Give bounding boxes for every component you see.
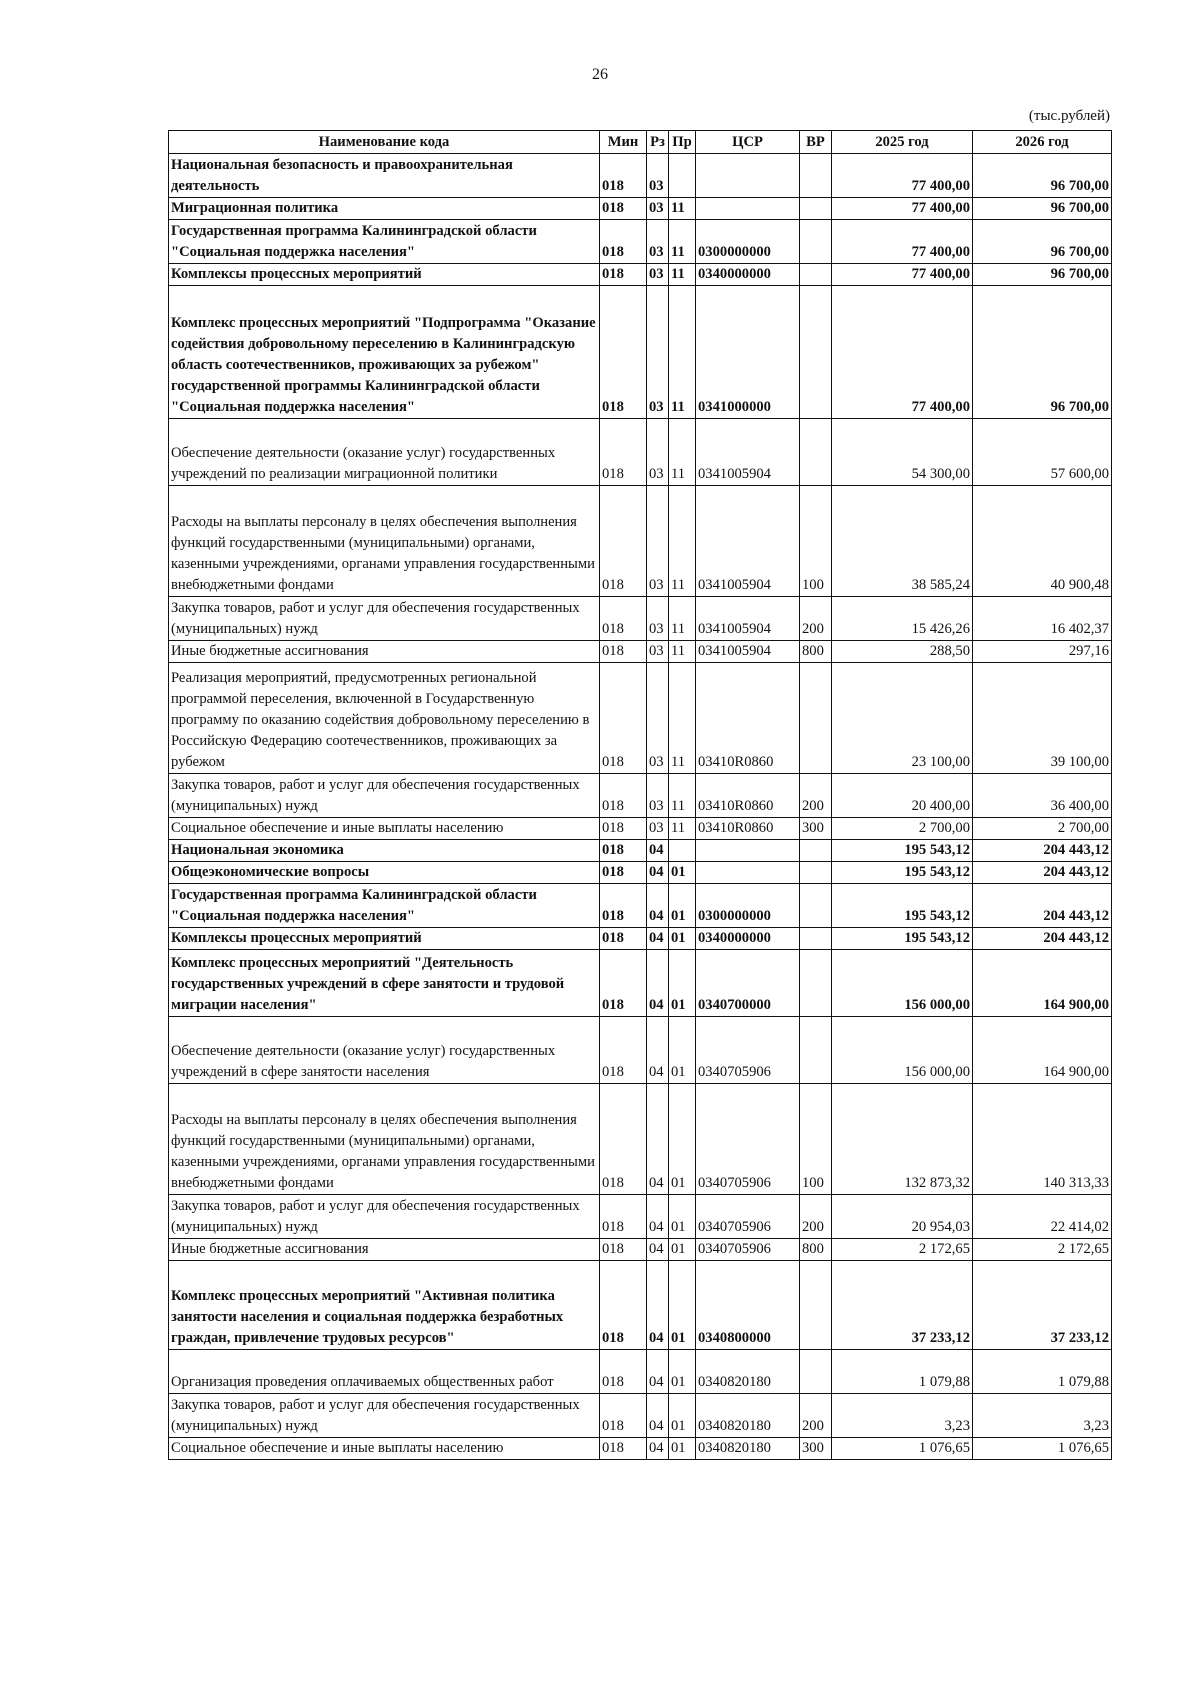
row-name-cell: Организация проведения оплачиваемых общественных работ (169, 1350, 600, 1394)
row-2026-cell: 2 700,00 (973, 818, 1112, 840)
row-2026-cell: 36 400,00 (973, 774, 1112, 818)
row-pr-cell: 01 (669, 1239, 696, 1261)
row-name-cell: Общеэкономические вопросы (169, 862, 600, 884)
row-name-cell: Национальная безопасность и правоохранительная деятельность (169, 154, 600, 198)
table-row (169, 198, 1112, 220)
row-2026-cell: 2 172,65 (973, 1239, 1112, 1261)
row-pr-cell: 01 (669, 1438, 696, 1460)
row-2026-cell: 96 700,00 (973, 286, 1112, 419)
table-row (169, 154, 1112, 198)
row-csr-cell: 0340000000 (696, 264, 800, 286)
row-2026-cell: 22 414,02 (973, 1195, 1112, 1239)
row-pr-cell: 01 (669, 928, 696, 950)
table-row (169, 928, 1112, 950)
row-pr-cell: 01 (669, 1261, 696, 1350)
row-name-cell: Комплексы процессных мероприятий (169, 928, 600, 950)
row-2025-cell: 77 400,00 (832, 220, 973, 264)
row-csr-cell: 0340820180 (696, 1350, 800, 1394)
row-2025-cell: 288,50 (832, 641, 973, 663)
row-min-cell: 018 (600, 928, 647, 950)
row-rz-cell: 03 (647, 663, 669, 774)
row-vr-cell (800, 220, 832, 264)
row-name-cell: Национальная экономика (169, 840, 600, 862)
row-2026-cell: 96 700,00 (973, 198, 1112, 220)
row-min-cell: 018 (600, 641, 647, 663)
row-vr-cell (800, 264, 832, 286)
row-pr-cell: 11 (669, 486, 696, 597)
row-name-cell: Обеспечение деятельности (оказание услуг) государственных учреждений по реализации миграционной политики (169, 419, 600, 486)
header-min: Мин (600, 131, 647, 154)
row-rz-cell: 04 (647, 840, 669, 862)
header-2026: 2026 год (973, 131, 1112, 154)
row-csr-cell: 0341005904 (696, 597, 800, 641)
row-vr-cell (800, 840, 832, 862)
row-vr-cell: 200 (800, 1394, 832, 1438)
row-2025-cell: 20 954,03 (832, 1195, 973, 1239)
row-2026-cell: 204 443,12 (973, 928, 1112, 950)
row-2026-cell: 204 443,12 (973, 884, 1112, 928)
row-csr-cell (696, 154, 800, 198)
row-vr-cell (800, 950, 832, 1017)
row-vr-cell: 800 (800, 641, 832, 663)
row-name-cell: Закупка товаров, работ и услуг для обеспечения государственных (муниципальных) нужд (169, 1195, 600, 1239)
table-row (169, 862, 1112, 884)
row-pr-cell (669, 154, 696, 198)
row-pr-cell: 11 (669, 198, 696, 220)
row-rz-cell: 03 (647, 286, 669, 419)
row-2025-cell: 15 426,26 (832, 597, 973, 641)
row-min-cell: 018 (600, 1017, 647, 1084)
table-row (169, 950, 1112, 1017)
row-rz-cell: 04 (647, 1239, 669, 1261)
row-rz-cell: 03 (647, 641, 669, 663)
row-vr-cell: 100 (800, 1084, 832, 1195)
table-row (169, 264, 1112, 286)
row-2025-cell: 38 585,24 (832, 486, 973, 597)
row-vr-cell: 200 (800, 597, 832, 641)
row-min-cell: 018 (600, 950, 647, 1017)
row-min-cell: 018 (600, 198, 647, 220)
row-name-cell: Закупка товаров, работ и услуг для обеспечения государственных (муниципальных) нужд (169, 774, 600, 818)
row-2025-cell: 195 543,12 (832, 862, 973, 884)
row-csr-cell: 0300000000 (696, 220, 800, 264)
row-pr-cell: 11 (669, 597, 696, 641)
table-body (169, 154, 1112, 1460)
row-rz-cell: 03 (647, 154, 669, 198)
header-pr: Пр (669, 131, 696, 154)
row-pr-cell: 01 (669, 1394, 696, 1438)
row-pr-cell: 11 (669, 419, 696, 486)
row-pr-cell: 01 (669, 1084, 696, 1195)
table-row (169, 818, 1112, 840)
row-name-cell: Расходы на выплаты персоналу в целях обеспечения выполнения функций государственными (муниципальными) органами, казенными учреждениями, органами управления государственными внебюджетными фондами (169, 486, 600, 597)
row-rz-cell: 03 (647, 774, 669, 818)
row-vr-cell (800, 198, 832, 220)
row-vr-cell: 200 (800, 774, 832, 818)
row-2026-cell: 40 900,48 (973, 486, 1112, 597)
row-csr-cell: 0341005904 (696, 419, 800, 486)
header-rz: Рз (647, 131, 669, 154)
table-row (169, 1350, 1112, 1394)
row-2026-cell: 140 313,33 (973, 1084, 1112, 1195)
row-vr-cell (800, 663, 832, 774)
row-2025-cell: 3,23 (832, 1394, 973, 1438)
row-pr-cell: 01 (669, 1195, 696, 1239)
row-csr-cell: 03410R0860 (696, 818, 800, 840)
row-csr-cell: 0340800000 (696, 1261, 800, 1350)
row-rz-cell: 03 (647, 419, 669, 486)
row-vr-cell (800, 1017, 832, 1084)
row-2025-cell: 156 000,00 (832, 1017, 973, 1084)
row-2025-cell: 77 400,00 (832, 198, 973, 220)
row-rz-cell: 04 (647, 1084, 669, 1195)
row-2025-cell: 37 233,12 (832, 1261, 973, 1350)
row-min-cell: 018 (600, 1084, 647, 1195)
row-min-cell: 018 (600, 1394, 647, 1438)
row-vr-cell (800, 928, 832, 950)
row-pr-cell: 01 (669, 950, 696, 1017)
row-rz-cell: 04 (647, 950, 669, 1017)
row-2026-cell: 57 600,00 (973, 419, 1112, 486)
row-2025-cell: 132 873,32 (832, 1084, 973, 1195)
row-rz-cell: 03 (647, 818, 669, 840)
row-2025-cell: 156 000,00 (832, 950, 973, 1017)
row-2026-cell: 39 100,00 (973, 663, 1112, 774)
row-csr-cell: 0300000000 (696, 884, 800, 928)
row-min-cell: 018 (600, 1239, 647, 1261)
row-2026-cell: 3,23 (973, 1394, 1112, 1438)
table-row (169, 1084, 1112, 1195)
row-name-cell: Закупка товаров, работ и услуг для обеспечения государственных (муниципальных) нужд (169, 1394, 600, 1438)
row-2026-cell: 96 700,00 (973, 154, 1112, 198)
row-2026-cell: 16 402,37 (973, 597, 1112, 641)
row-csr-cell: 0340705906 (696, 1239, 800, 1261)
row-csr-cell: 03410R0860 (696, 774, 800, 818)
row-2025-cell: 77 400,00 (832, 154, 973, 198)
row-name-cell: Иные бюджетные ассигнования (169, 1239, 600, 1261)
table-row (169, 663, 1112, 774)
row-vr-cell (800, 884, 832, 928)
row-2025-cell: 195 543,12 (832, 840, 973, 862)
row-min-cell: 018 (600, 774, 647, 818)
row-vr-cell (800, 154, 832, 198)
units-label: (тыс.рублей) (1028, 108, 1110, 124)
row-rz-cell: 03 (647, 198, 669, 220)
row-2026-cell: 37 233,12 (973, 1261, 1112, 1350)
row-2025-cell: 20 400,00 (832, 774, 973, 818)
row-min-cell: 018 (600, 486, 647, 597)
budget-table (168, 130, 1112, 1460)
row-csr-cell: 0341005904 (696, 641, 800, 663)
row-2026-cell: 204 443,12 (973, 840, 1112, 862)
row-pr-cell: 01 (669, 1017, 696, 1084)
table-row (169, 1017, 1112, 1084)
row-csr-cell: 0340000000 (696, 928, 800, 950)
row-name-cell: Государственная программа Калининградской области "Социальная поддержка населения" (169, 884, 600, 928)
row-2025-cell: 2 700,00 (832, 818, 973, 840)
row-rz-cell: 04 (647, 1261, 669, 1350)
row-2026-cell: 1 076,65 (973, 1438, 1112, 1460)
row-vr-cell: 200 (800, 1195, 832, 1239)
row-csr-cell: 0340700000 (696, 950, 800, 1017)
row-rz-cell: 03 (647, 597, 669, 641)
row-pr-cell: 11 (669, 818, 696, 840)
row-rz-cell: 04 (647, 884, 669, 928)
row-name-cell: Комплексы процессных мероприятий (169, 264, 600, 286)
table-row (169, 286, 1112, 419)
row-min-cell: 018 (600, 286, 647, 419)
row-rz-cell: 03 (647, 220, 669, 264)
row-min-cell: 018 (600, 840, 647, 862)
row-min-cell: 018 (600, 884, 647, 928)
row-min-cell: 018 (600, 264, 647, 286)
row-min-cell: 018 (600, 862, 647, 884)
row-name-cell: Комплекс процессных мероприятий "Активная политика занятости населения и социальная поддержка безработных граждан, привлечение трудовых ресурсов" (169, 1261, 600, 1350)
row-csr-cell: 03410R0860 (696, 663, 800, 774)
row-name-cell: Комплекс процессных мероприятий "Подпрограмма "Оказание содействия добровольному переселению в Калининградскую область соотечественников, проживающих за рубежом" государственной программы Калининградской области "Социальная поддержка населения" (169, 286, 600, 419)
header-row (169, 131, 1112, 154)
row-2025-cell: 1 076,65 (832, 1438, 973, 1460)
row-vr-cell (800, 862, 832, 884)
table-row (169, 220, 1112, 264)
row-csr-cell: 0340820180 (696, 1438, 800, 1460)
row-min-cell: 018 (600, 1350, 647, 1394)
row-2025-cell: 2 172,65 (832, 1239, 973, 1261)
table-row (169, 1438, 1112, 1460)
row-pr-cell: 11 (669, 641, 696, 663)
row-name-cell: Комплекс процессных мероприятий "Деятельность государственных учреждений в сфере занятости и трудовой миграции населения" (169, 950, 600, 1017)
header-csr: ЦСР (696, 131, 800, 154)
row-pr-cell: 01 (669, 1350, 696, 1394)
row-rz-cell: 03 (647, 486, 669, 597)
row-name-cell: Социальное обеспечение и иные выплаты населению (169, 818, 600, 840)
table-header (169, 131, 1112, 154)
row-rz-cell: 04 (647, 1394, 669, 1438)
header-name: Наименование кода (169, 131, 600, 154)
row-name-cell: Государственная программа Калининградской области "Социальная поддержка населения" (169, 220, 600, 264)
table-row (169, 419, 1112, 486)
row-pr-cell: 11 (669, 264, 696, 286)
row-2025-cell: 195 543,12 (832, 884, 973, 928)
row-2025-cell: 195 543,12 (832, 928, 973, 950)
row-rz-cell: 04 (647, 862, 669, 884)
row-name-cell: Закупка товаров, работ и услуг для обеспечения государственных (муниципальных) нужд (169, 597, 600, 641)
row-2025-cell: 54 300,00 (832, 419, 973, 486)
row-vr-cell: 300 (800, 818, 832, 840)
header-2025: 2025 год (832, 131, 973, 154)
table-row (169, 1394, 1112, 1438)
row-rz-cell: 04 (647, 1438, 669, 1460)
table-row (169, 1261, 1112, 1350)
row-vr-cell (800, 286, 832, 419)
row-vr-cell (800, 1350, 832, 1394)
row-name-cell: Реализация мероприятий, предусмотренных региональной программой переселения, включенной в Государственную программу по оказанию содействия добровольному переселению в Российскую Федерацию соотечественников, проживающих за рубежом (169, 663, 600, 774)
row-csr-cell (696, 198, 800, 220)
table-row (169, 840, 1112, 862)
row-min-cell: 018 (600, 1438, 647, 1460)
row-pr-cell: 11 (669, 663, 696, 774)
table-row (169, 1239, 1112, 1261)
row-name-cell: Миграционная политика (169, 198, 600, 220)
row-min-cell: 018 (600, 818, 647, 840)
row-2026-cell: 164 900,00 (973, 1017, 1112, 1084)
row-rz-cell: 04 (647, 1195, 669, 1239)
table-row (169, 774, 1112, 818)
table-row (169, 641, 1112, 663)
row-csr-cell: 0340705906 (696, 1084, 800, 1195)
row-rz-cell: 03 (647, 264, 669, 286)
row-pr-cell: 11 (669, 774, 696, 818)
row-rz-cell: 04 (647, 1350, 669, 1394)
row-2026-cell: 164 900,00 (973, 950, 1112, 1017)
row-pr-cell: 11 (669, 220, 696, 264)
row-min-cell: 018 (600, 663, 647, 774)
header-vr: ВР (800, 131, 832, 154)
row-rz-cell: 04 (647, 928, 669, 950)
row-name-cell: Обеспечение деятельности (оказание услуг) государственных учреждений в сфере занятости населения (169, 1017, 600, 1084)
row-2026-cell: 1 079,88 (973, 1350, 1112, 1394)
row-name-cell: Социальное обеспечение и иные выплаты населению (169, 1438, 600, 1460)
row-2026-cell: 96 700,00 (973, 264, 1112, 286)
row-min-cell: 018 (600, 597, 647, 641)
row-csr-cell: 0340820180 (696, 1394, 800, 1438)
row-csr-cell (696, 840, 800, 862)
row-pr-cell: 11 (669, 286, 696, 419)
row-2026-cell: 297,16 (973, 641, 1112, 663)
table-row (169, 597, 1112, 641)
row-vr-cell: 300 (800, 1438, 832, 1460)
table-row (169, 486, 1112, 597)
row-csr-cell: 0340705906 (696, 1195, 800, 1239)
row-2025-cell: 77 400,00 (832, 264, 973, 286)
row-min-cell: 018 (600, 154, 647, 198)
row-2026-cell: 204 443,12 (973, 862, 1112, 884)
table-row (169, 1195, 1112, 1239)
row-pr-cell: 01 (669, 862, 696, 884)
row-vr-cell: 100 (800, 486, 832, 597)
row-vr-cell: 800 (800, 1239, 832, 1261)
row-min-cell: 018 (600, 1261, 647, 1350)
row-pr-cell: 01 (669, 884, 696, 928)
row-2025-cell: 1 079,88 (832, 1350, 973, 1394)
row-2025-cell: 23 100,00 (832, 663, 973, 774)
row-pr-cell (669, 840, 696, 862)
row-csr-cell: 0340705906 (696, 1017, 800, 1084)
row-min-cell: 018 (600, 1195, 647, 1239)
row-name-cell: Расходы на выплаты персоналу в целях обеспечения выполнения функций государственными (муниципальными) органами, казенными учреждениями, органами управления государственными внебюджетными фондами (169, 1084, 600, 1195)
row-min-cell: 018 (600, 419, 647, 486)
row-csr-cell (696, 862, 800, 884)
row-rz-cell: 04 (647, 1017, 669, 1084)
row-2026-cell: 96 700,00 (973, 220, 1112, 264)
row-vr-cell (800, 419, 832, 486)
row-vr-cell (800, 1261, 832, 1350)
row-2025-cell: 77 400,00 (832, 286, 973, 419)
row-csr-cell: 0341000000 (696, 286, 800, 419)
row-min-cell: 018 (600, 220, 647, 264)
table-row (169, 884, 1112, 928)
row-csr-cell: 0341005904 (696, 486, 800, 597)
row-name-cell: Иные бюджетные ассигнования (169, 641, 600, 663)
page-number: 26 (592, 66, 608, 83)
